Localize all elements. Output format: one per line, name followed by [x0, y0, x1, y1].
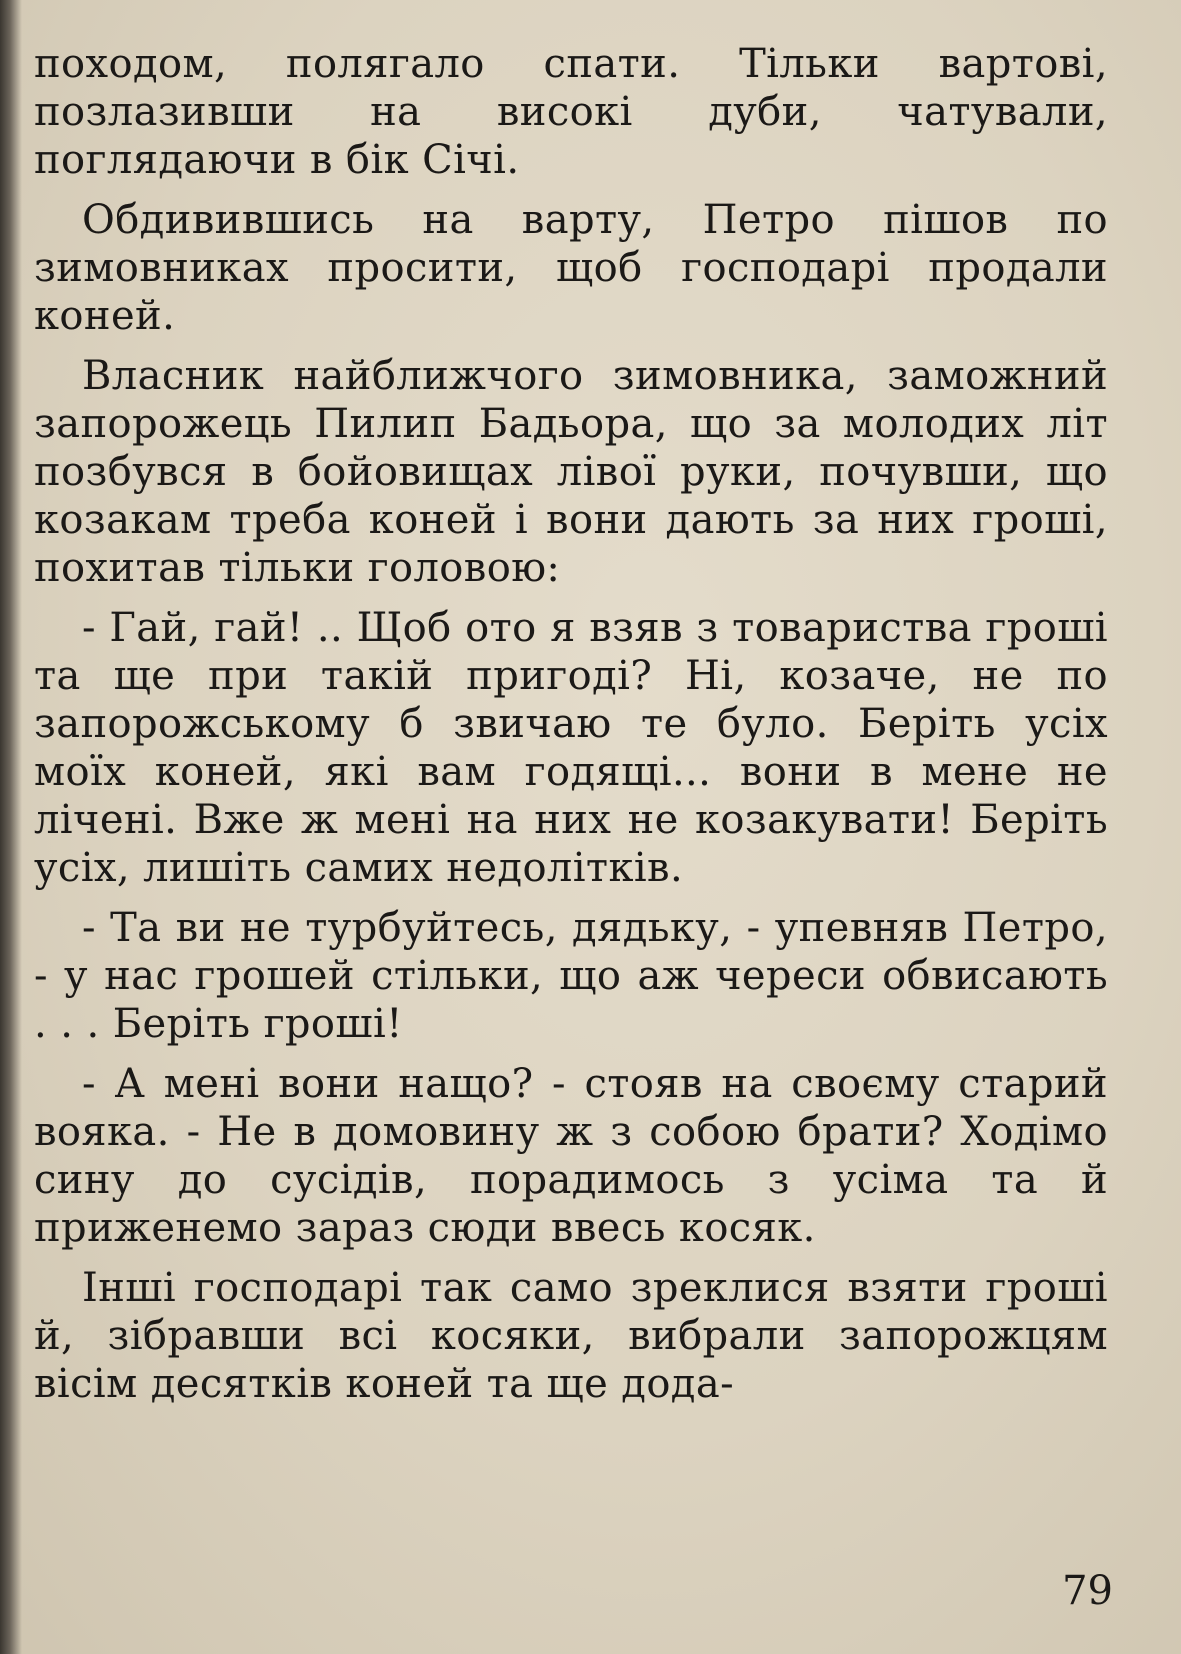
paragraph: Інші господарі так само зреклися взяти гроші й, зібравши всі косяки, вибрали запорожцям вісім десятків коней та ще дода- — [34, 1265, 1108, 1407]
page-number: 79 — [1062, 1568, 1113, 1614]
paragraph-continued: походом, полягало спати. Тільки вартові, позлазивши на високі дуби, чатували, поглядаючи в бік Січі. — [34, 41, 1108, 183]
dialogue-paragraph: - Гай, гай! .. Щоб ото я взяв з товариства гроші та ще при такій пригоді? Ні, козаче, не по запорожському б звичаю те було. Беріть усіх моїх коней, які вам годящі... вони в мене не лічені. Вже ж мені на них не козакувати! Беріть усіх, лишіть самих недолітків. — [34, 605, 1108, 891]
dialogue-paragraph: - Та ви не турбуйтесь, дядьку, - упевняв Петро, - у нас грошей стільки, що аж череси обвисають . . . Беріть гроші! — [34, 905, 1108, 1047]
body-text — [34, 40, 1108, 1420]
paragraph: Власник найближчого зимовника, заможний запорожець Пилип Бадьора, що за молодих літ позбувся в бойовищах лівої руки, почувши, що козакам треба коней і вони дають за них гроші, похитав тільки головою: — [34, 353, 1108, 591]
book-spine-shadow — [0, 0, 22, 1654]
paragraph: Обдивившись на варту, Петро пішов по зимовниках просити, щоб господарі продали коней. — [34, 197, 1108, 339]
dialogue-paragraph: - А мені вони нащо? - стояв на своєму старий вояка. - Не в домовину ж з собою брати? Ходімо сину до сусідів, порадимось з усіма та й приженемо зараз сюди ввесь косяк. — [34, 1061, 1108, 1251]
